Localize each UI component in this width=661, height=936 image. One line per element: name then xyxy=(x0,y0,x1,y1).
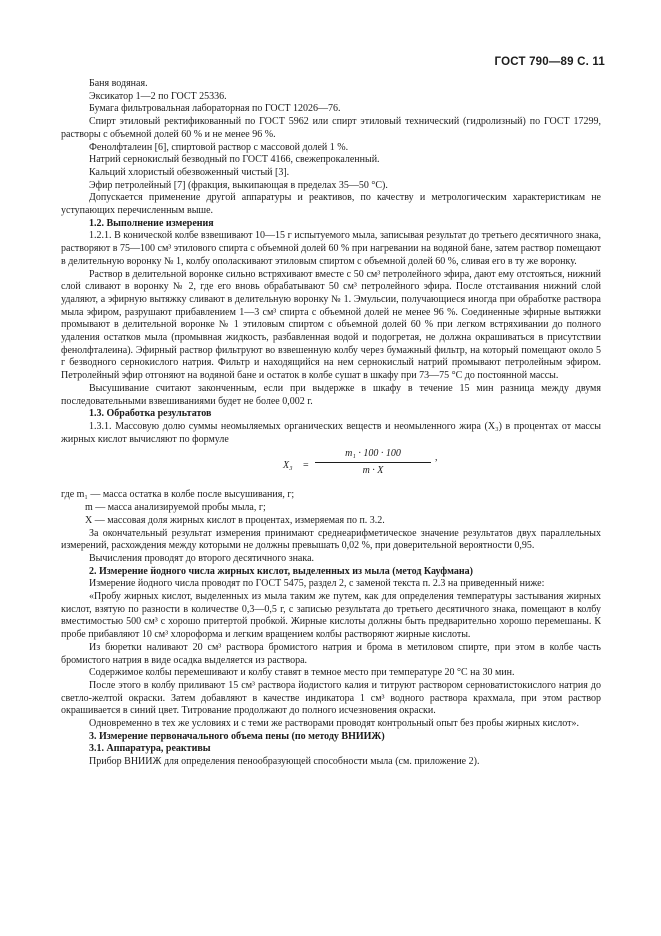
formula-denominator: m · X xyxy=(362,465,384,477)
formula-fraction xyxy=(315,448,431,477)
paragraph: Баня водяная. xyxy=(89,78,148,89)
section-heading: 3. Измерение первоначального объема пены (по методу ВНИИЖ) xyxy=(89,730,385,742)
definition-line: где m₁ — масса остатка в колбе после высушивания, г; xyxy=(61,489,295,501)
paragraph: Вычисления проводят до второго десятичного знака. xyxy=(89,552,315,564)
paragraph: Допускается применение другой аппаратуры и реактивов, по качеству и метрологическим характеристикам не уступающих перечисленным выше. xyxy=(61,192,601,217)
paragraph: Бумага фильтровальная лабораторная по ГОСТ 12026—76. xyxy=(89,103,341,115)
paragraph: Кальций хлористый обезвоженный чистый [3]. xyxy=(89,166,290,178)
paragraph: Натрий сернокислый безводный по ГОСТ 4166, свежепрокаленный. xyxy=(89,154,380,166)
paragraph: Прибор ВНИИЖ для определения пенообразующей способности мыла (см. приложение 2). xyxy=(89,756,480,768)
paragraph: Высушивание считают законченным, если при выдержке в шкафу в течение 15 мин разница между двумя последовательными взвешиваниями будет не более 0,002 г. xyxy=(61,382,601,407)
paragraph: Раствор в делительной воронке сильно встряхивают вместе с 50 см³ петролейного эфира, дают ему отстояться, нижний слой сливают в воронку № 2, где его вновь обрабатывают 50 см³ петролейного эфира. После отстаивания нижний слой удаляют, а эфирную вытяжку сливают в делительную воронку № 1. Эмульсии, получающиеся иногда при обработке раствора мыла эфиром, разрушают прибавлением 1—3 см³ спирта с объемной долей не менее 96 %. Соединенные эфирные вытяжки промывают в делительной воронке № 1 этиловым спиртом с объемной долей 60 % при легком встряхивании до полного удаления остатков мыла (промывная жидкость, разбавленная водой и подогретая, не должна окрашиваться в присутствии фенолфталеина). Эфирный раствор фильтруют во взвешенную колбу через бумажный фильтр, на который помещают около 5 г безводного сернокислого натрия. Фильтр и находящийся на нем сернокислый натрий промывают петролейным эфиром. Петролейный эфир отгоняют на водяной бане и остаток в колбе сушат в шкафу при 73—75 °С до постоянной массы. xyxy=(61,268,601,382)
page-content xyxy=(61,78,601,769)
paragraph: Измерение йодного числа проводят по ГОСТ 5475, раздел 2, с заменой текста п. 2.3 на приведенный ниже: xyxy=(89,578,545,590)
formula-equals: = xyxy=(303,460,309,472)
formula-comma: , xyxy=(435,452,438,464)
formula-lhs: X₃ xyxy=(283,460,293,472)
section-heading: 3.1. Аппаратура, реактивы xyxy=(89,743,211,755)
paragraph: После этого в колбу приливают 15 см³ раствора йодистого калия и титруют раствором серноватистокислого натрия до светло-желтой окраски. Затем добавляют в качестве индикатора 1 см³ водного раствора крахмала, при этом раствор окрашивается в синий цвет. Титрование продолжают до полного исчезновения окраски. xyxy=(61,679,601,717)
section-heading: 1.2. Выполнение измерения xyxy=(89,217,214,229)
paragraph: Эксикатор 1—2 по ГОСТ 25336. xyxy=(89,90,227,102)
paragraph: Из бюретки наливают 20 см³ раствора бромистого натрия и брома в метиловом спирте, при этом в колбе часть бромистого натрия в виде осадка выделяется из раствора. xyxy=(61,641,601,666)
paragraph: 1.2.1. В конической колбе взвешивают 10—15 г испытуемого мыла, записывая результат до третьего десятичного знака, растворяют в 75—100 см³ этилового спирта с объемной долей 60 % при нагревании на водяной бане, затем раствор помещают в делительную воронку № 1, колбу ополаскивают этиловым спиртом с объемной долей 60 %, сливая его в ту же воронку. xyxy=(61,230,601,267)
paragraph: За окончательный результат измерения принимают среднеарифметическое значение результатов двух параллельных измерений, расхождения между которыми не должны превышать 0,02 %, при доверительной вероятности 0,95. xyxy=(61,527,601,552)
definition-line: m — масса анализируемой пробы мыла, г; xyxy=(85,502,266,514)
formula xyxy=(61,448,601,488)
section-heading: 1.3. Обработка результатов xyxy=(89,408,212,420)
paragraph: 1.3.1. Массовую долю суммы неомыляемых органических веществ и неомыленного жира (X₃) в процентах от массы жирных кислот вычисляют по формуле xyxy=(61,420,601,445)
paragraph: Фенолфталеин [6], спиртовой раствор с массовой долей 1 %. xyxy=(89,141,349,153)
paragraph: Одновременно в тех же условиях и с теми же растворами проводят контрольный опыт без пробы жирных кислот». xyxy=(89,718,579,730)
paragraph: Эфир петролейный [7] (фракция, выкипающая в пределах 35—50 °С). xyxy=(89,179,388,191)
paragraph: Спирт этиловый ректификованный по ГОСТ 5962 или спирт этиловый технический (гидролизный) по ГОСТ 17299, растворы с объемной долей 60 % и не менее 96 %. xyxy=(61,116,601,140)
paragraph: Содержимое колбы перемешивают и колбу ставят в темное место при температуре 20 °С на 30 мин. xyxy=(89,667,515,679)
page-header: ГОСТ 790—89 С. 11 xyxy=(494,56,605,68)
definition-line: X — массовая доля жирных кислот в процентах, измеряемая по п. 3.2. xyxy=(85,514,385,526)
paragraph: «Пробу жирных кислот, выделенных из мыла таким же путем, как для определения температуры застывания жирных кислот, взятую по разности в количестве 0,3—0,5 г, с записью результата до третьего десятичного знака, помещают в колбу вместимостью 500 см³ с хорошо притертой пробкой. Жирные кислоты должны быть предварительно хорошо перемешаны. К пробе прибавляют 10 см³ хлороформа и легким вращением колбы растворяют жирные кислоты. xyxy=(61,591,601,641)
formula-numerator: m₁ · 100 · 100 xyxy=(315,448,431,463)
section-heading: 2. Измерение йодного числа жирных кислот, выделенных из мыла (метод Кауфмана) xyxy=(89,565,473,577)
